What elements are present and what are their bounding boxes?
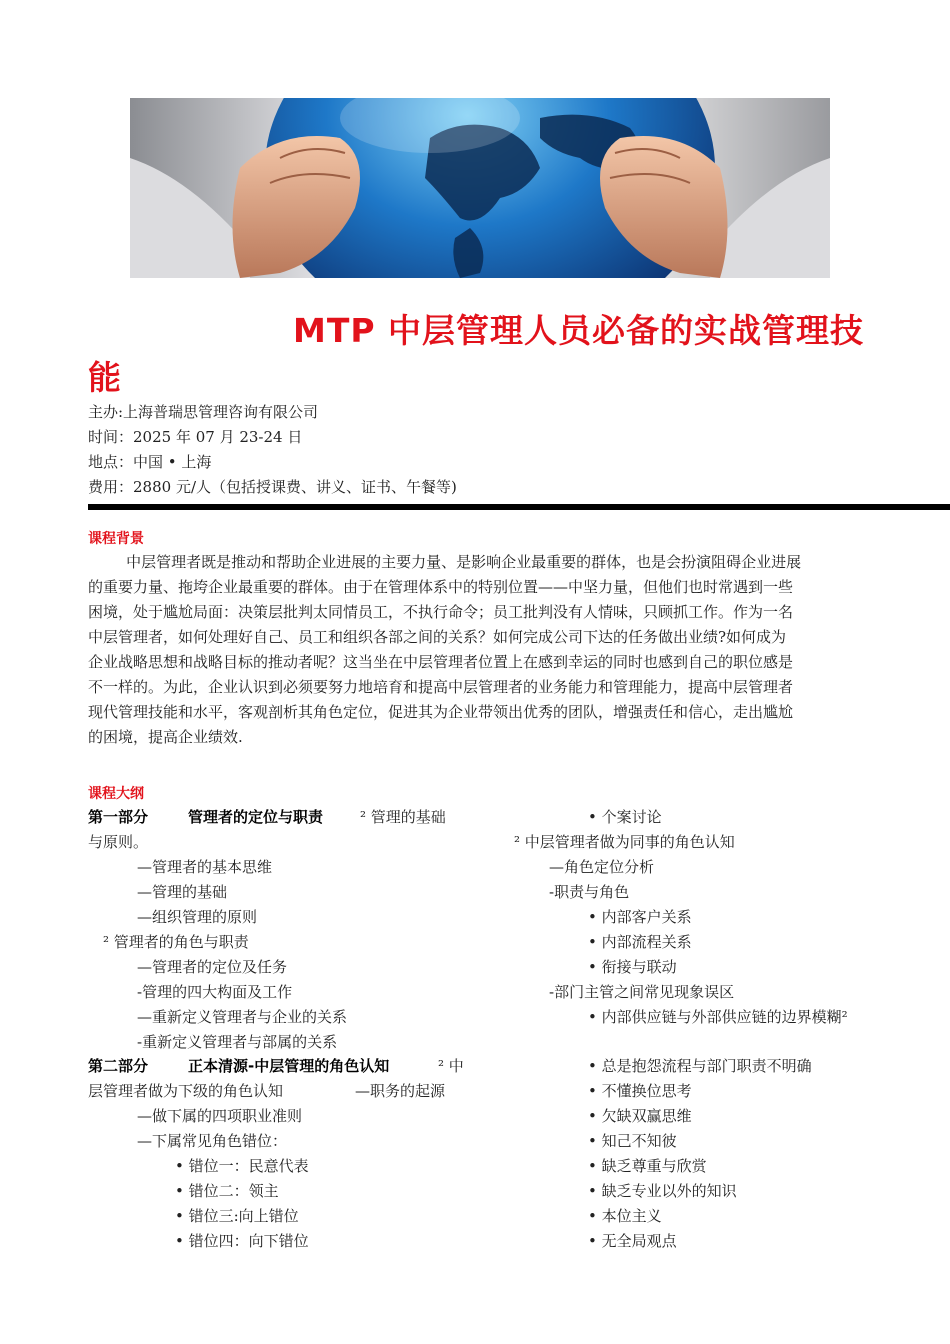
outline-bullet: • 缺乏专业以外的知识 [588,1182,737,1200]
outline-bullet: • 个案讨论 [588,808,662,826]
outline-bullet: • 衔接与联动 [588,958,677,976]
outline-bullet: • 不懂换位思考 [588,1082,692,1100]
part1-tail: ² 管理的基础 [360,808,446,826]
part1-line2: 与原则。 [88,833,149,851]
background-line: 现代管理技能和水平，客观剖析其角色定位，促进其为企业带领出优秀的团队，增强责任和信心，走出尴尬 [88,703,794,721]
outline-item: —下属常见角色错位： [137,1132,288,1150]
outline-bullet: • 错位四：向下错位 [175,1232,309,1250]
outline-bullet: • 本位主义 [588,1207,662,1225]
outline-bullet: • 错位一：民意代表 [175,1157,309,1175]
background-line: 不一样的。为此，企业认识到必须要努力地培育和提高中层管理者的业务能力和管理能力，提高中层管理者 [88,678,794,696]
outline-bullet: • 内部供应链与外部供应链的边界模糊² [588,1008,848,1026]
part2-line2b: —职务的起源 [355,1082,446,1100]
outline-bullet: • 知己不知彼 [588,1132,677,1150]
location-info: 地点：中国 • 上海 [88,453,212,471]
outline-bullet: • 欠缺双赢思维 [588,1107,692,1125]
background-line: 的困境，提高企业绩效. [88,728,243,746]
globe-hands-illustration [130,98,830,278]
outline-bullet: • 错位二：领主 [175,1182,279,1200]
outline-item: -管理的四大构面及工作 [137,983,293,1001]
outline-item: -部门主管之间常见现象误区 [549,983,735,1001]
outline-subheading: ² 中层管理者做为同事的角色认知 [514,833,735,851]
background-line: 的重要力量、拖垮企业最重要的群体。由于在管理体系中的特别位置——中坚力量，但他们也时常遇到一些 [88,578,794,596]
background-heading: 课程背景 [88,531,144,547]
hero-globe-image [130,98,830,278]
outline-item: —管理者的基本思维 [137,858,273,876]
organizer-info: 主办:上海普瑞思管理咨询有限公司 [88,403,319,421]
part1-label: 第一部分 [88,808,149,826]
outline-item: -重新定义管理者与部属的关系 [137,1033,338,1051]
part2-label: 第二部分 [88,1057,149,1075]
fee-info: 费用：2880 元/人（包括授课费、讲义、证书、午餐等) [88,478,457,496]
part2-title: 正本清源-中层管理的角色认知 [188,1057,390,1075]
background-line: 困境，处于尴尬局面：决策层批判太同情员工，不执行命令；员工批判没有人情味，只顾抓工作。作为一名 [88,603,794,621]
part2-line2: 层管理者做为下级的角色认知 [88,1082,284,1100]
background-line: 中层管理者，如何处理好自己、员工和组织各部之间的关系？如何完成公司下达的任务做出业绩?如何成为 [88,628,787,646]
background-line: 中层管理者既是推动和帮助企业进展的主要力量、是影响企业最重要的群体，也是会扮演阻碍企业进展 [88,553,802,571]
outline-heading: 课程大纲 [88,786,144,802]
page-title-line-2: 能 [88,358,122,397]
part2-tail: ² 中 [438,1057,464,1075]
outline-bullet: • 总是抱怨流程与部门职责不明确 [588,1057,812,1075]
outline-item: —管理的基础 [137,883,228,901]
outline-bullet: • 内部流程关系 [588,933,692,951]
outline-bullet: • 错位三:向上错位 [175,1207,299,1225]
section-divider [88,504,950,510]
outline-item: —做下属的四项职业准则 [137,1107,303,1125]
part1-title: 管理者的定位与职责 [188,808,324,826]
time-info: 时间：2025 年 07 月 23-24 日 [88,428,303,446]
outline-item: -职责与角色 [549,883,630,901]
outline-item: —管理者的定位及任务 [137,958,288,976]
outline-item: —重新定义管理者与企业的关系 [137,1008,348,1026]
outline-item: —角色定位分析 [549,858,655,876]
outline-bullet: • 缺乏尊重与欣赏 [588,1157,707,1175]
background-line: 企业战略思想和战略目标的推动者呢？这当坐在中层管理者位置上在感到幸运的同时也感到自己的职位感是 [88,653,794,671]
outline-item: —组织管理的原则 [137,908,258,926]
outline-bullet: • 无全局观点 [588,1232,677,1250]
background-paragraph [88,550,878,750]
outline-subheading: ² 管理者的角色与职责 [103,933,249,951]
outline-bullet: • 内部客户关系 [588,908,692,926]
page-title-line-1: MTP 中层管理人员必备的实战管理技 [293,311,865,350]
